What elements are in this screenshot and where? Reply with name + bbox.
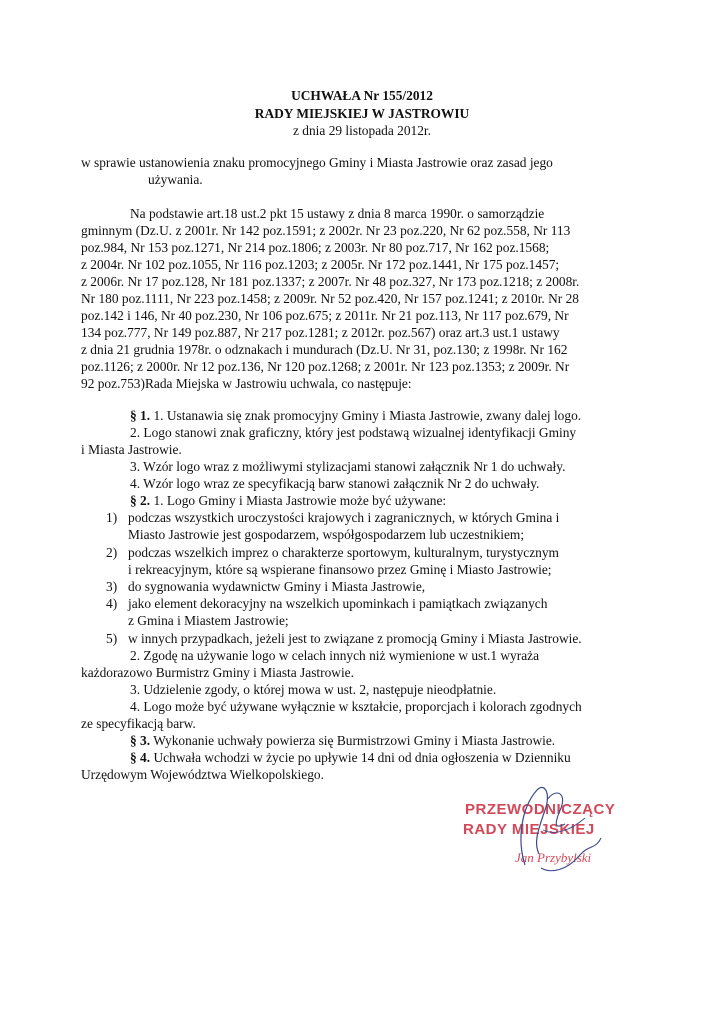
list-number: 5) [106, 631, 118, 646]
preamble-line: gminnym (Dz.U. z 2001r. Nr 142 poz.1591; z 2002r. Nr 23 poz.220, Nr 62 poz.558, Nr 113 [81, 223, 571, 238]
list-item: z Gmina i Miastem Jastrowie; [128, 613, 289, 628]
list-number: 2) [106, 545, 118, 560]
preamble-line: Na podstawie art.18 ust.2 pkt 15 ustawy z dnia 8 marca 1990r. o samorządzie [130, 206, 545, 221]
stamp-name: Jan Przybylski [515, 850, 592, 865]
preamble-line: poz.1126; z 2000r. Nr 12 poz.136, Nr 120 poz.1268; z 2001r. Nr 123 poz.1353; z 2009r. Nr [81, 359, 570, 374]
resolution-date: z dnia 29 listopada 2012r. [293, 123, 431, 138]
list-number: 1) [106, 510, 118, 525]
paragraph-sign: § 3. [130, 733, 151, 748]
list-item: w innych przypadkach, jeżeli jest to związane z promocją Gminy i Miasta Jastrowie. [128, 631, 582, 646]
paragraph-text: Wykonanie uchwały powierza się Burmistrzowi Gminy i Miasta Jastrowie. [153, 733, 556, 748]
stamp-council: RADY MIEJSKIEJ [463, 821, 595, 838]
paragraph-2 [130, 492, 446, 509]
preamble-line: poz.142 i 146, Nr 40 poz.230, Nr 106 poz.675; z 2011r. Nr 21 poz.113, Nr 117 poz.679, Nr [81, 308, 569, 323]
paragraph-line: 4. Wzór logo wraz ze specyfikacją barw stanowi załącznik Nr 2 do uchwały. [130, 476, 540, 491]
list-item: podczas wszystkich uroczystości krajowych i zagranicznych, w których Gmina i [128, 510, 560, 525]
subject-line: w sprawie ustanowienia znaku promocyjnego Gminy i Miasta Jastrowie oraz zasad jego [81, 155, 553, 170]
stamp-title: PRZEWODNICZĄCY [465, 801, 616, 818]
list-item: jako element dekoracyjny na wszelkich upominkach i pamiątkach związanych [128, 596, 548, 611]
paragraph-3 [130, 732, 555, 749]
paragraph-line: 3. Udzielenie zgody, o której mowa w ust. 2, następuje nieodpłatnie. [130, 682, 497, 697]
paragraph-sign: § 2. [130, 493, 151, 508]
preamble-line: z 2004r. Nr 102 poz.1055, Nr 116 poz.1203; z 2005r. Nr 172 poz.1441, Nr 175 poz.1457; [81, 257, 560, 272]
list-item: Miasto Jastrowie jest gospodarzem, współgospodarzem lub uczestnikiem; [128, 527, 525, 542]
chairman-stamp [455, 770, 640, 900]
preamble-line: poz.984, Nr 153 poz.1271, Nr 214 poz.1806; z 2003r. Nr 80 poz.717, Nr 162 poz.1568; [81, 240, 550, 255]
preamble-line: z 2006r. Nr 17 poz.128, Nr 181 poz.1337; z 2007r. Nr 48 poz.327, Nr 173 poz.1218; z 2008r. [81, 274, 580, 289]
paragraph-line: 3. Wzór logo wraz z możliwymi stylizacjami stanowi załącznik Nr 1 do uchwały. [130, 459, 566, 474]
preamble-line: 92 poz.753)Rada Miejska w Jastrowiu uchwala, co następuje: [81, 376, 412, 391]
preamble-line: 134 poz.777, Nr 149 poz.887, Nr 217 poz.1281; z 2012r. poz.567) oraz art.3 ust.1 ustawy [81, 325, 560, 340]
list-item: podczas wszelkich imprez o charakterze sportowym, kulturalnym, turystycznym [128, 545, 559, 560]
preamble-line: z dnia 21 grudnia 1978r. o odznakach i mundurach (Dz.U. Nr 31, poz.130; z 1998r. Nr 162 [81, 342, 568, 357]
paragraph-line: Urzędowym Województwa Wielkopolskiego. [81, 767, 324, 782]
list-number: 4) [106, 596, 118, 611]
paragraph-sign: § 4. [130, 750, 151, 765]
council-name: RADY MIEJSKIEJ W JASTROWIU [254, 106, 470, 121]
preamble-line: Nr 180 poz.1111, Nr 223 poz.1458; z 2009r. Nr 52 poz.420, Nr 157 poz.1241; z 2010r. Nr 28 [81, 291, 579, 306]
subject-line: używania. [148, 172, 203, 187]
paragraph-text: 1. Logo Gminy i Miasta Jastrowie może być używane: [153, 493, 447, 508]
paragraph-text: 1. Ustanawia się znak promocyjny Gminy i Miasta Jastrowie, zwany dalej logo. [153, 408, 582, 423]
paragraph-line: ze specyfikacją barw. [81, 716, 196, 731]
paragraph-text: Uchwała wchodzi w życie po upływie 14 dni od dnia ogłoszenia w Dzienniku [153, 750, 571, 765]
paragraph-line: 2. Zgodę na używanie logo w celach innych niż wymienione w ust.1 wyraża [130, 648, 540, 663]
list-item: i rekreacyjnym, które są wspierane finansowo przez Gminę i Miasto Jastrowie; [128, 562, 552, 577]
paragraph-1 [130, 407, 581, 424]
list-number: 3) [106, 579, 118, 594]
paragraph-line: 4. Logo może być używane wyłącznie w kształcie, proporcjach i kolorach zgodnych [130, 699, 582, 714]
resolution-title: UCHWAŁA Nr 155/2012 [291, 88, 433, 103]
paragraph-4 [130, 749, 571, 766]
list-item: do sygnowania wydawnictw Gminy i Miasta Jastrowie, [128, 579, 426, 594]
paragraph-line: i Miasta Jastrowie. [81, 442, 182, 457]
paragraph-sign: § 1. [130, 408, 151, 423]
paragraph-line: każdorazowo Burmistrz Gminy i Miasta Jastrowie. [81, 665, 354, 680]
paragraph-line: 2. Logo stanowi znak graficzny, który jest podstawą wizualnej identyfikacji Gminy [130, 425, 577, 440]
